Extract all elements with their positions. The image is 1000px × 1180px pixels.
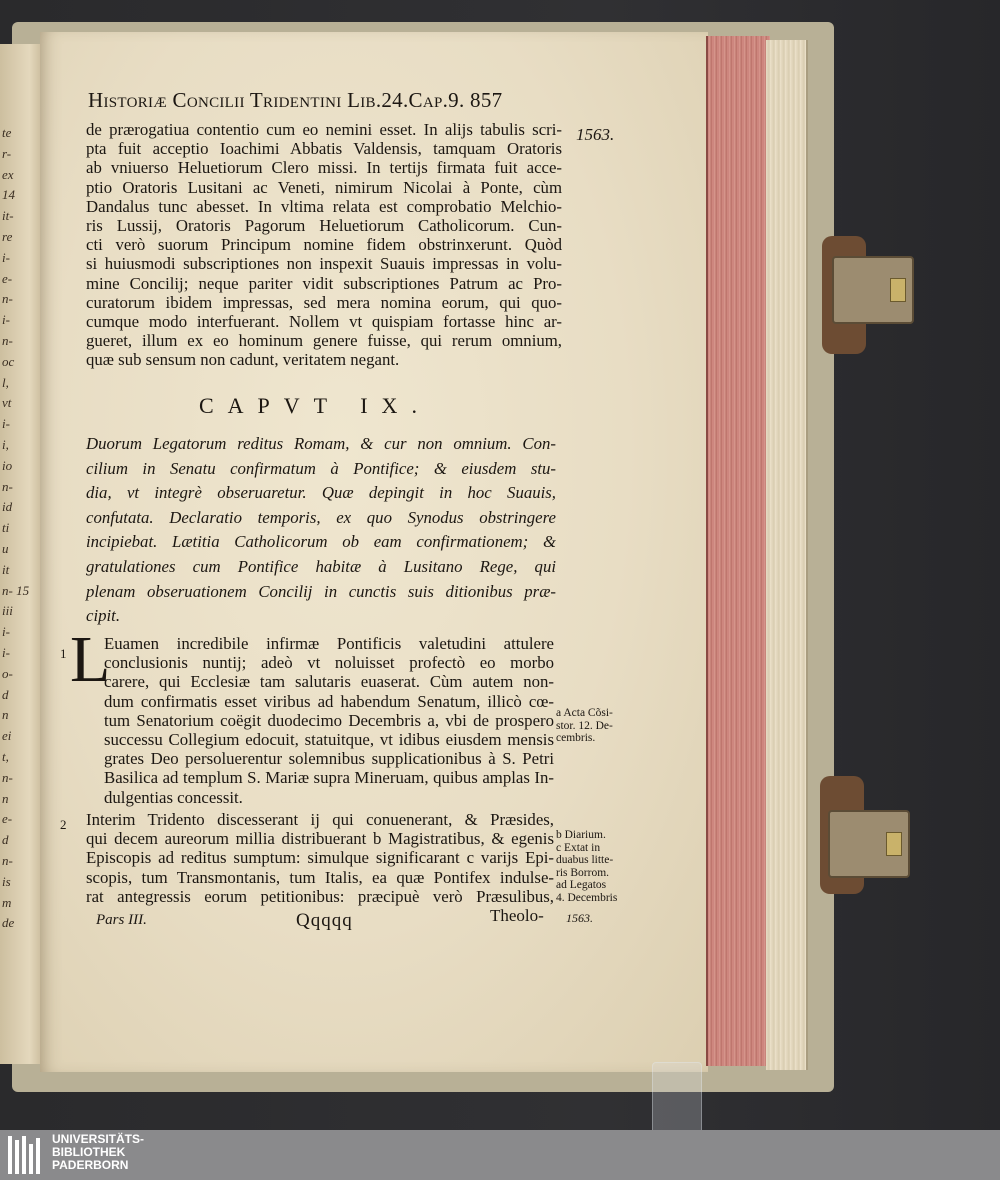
clasp-top <box>832 256 914 324</box>
text-line: ab vniuerso Heluetiorum Clero missi. In tertijs firmata fuit acce- <box>86 158 562 178</box>
note-line: 4. Decembris <box>556 891 618 904</box>
page-edges-red <box>706 36 770 1066</box>
note-line: stor. 12. De- <box>556 719 613 732</box>
text-line: Dandalus tunc abesset. In vltima relata est comprobatio Melchio- <box>86 196 562 216</box>
left-page-text-fragment: oc <box>2 353 15 369</box>
left-page-text-fragment: it <box>2 561 10 577</box>
left-page-fragment <box>0 44 43 1064</box>
library-name-line: PADERBORN <box>52 1158 129 1172</box>
left-page-text-fragment: n <box>2 790 9 806</box>
note-line: ris Borrom. <box>556 866 610 879</box>
text-line: dum confirmatis esset viribus ad habendum Senatum, illicò cœ- <box>104 691 554 711</box>
paragraph-continuation <box>86 120 562 370</box>
marginal-note-a <box>556 707 613 745</box>
chapter-title: CAPVT IX. <box>199 393 431 418</box>
left-page-text-fragment: l, <box>2 374 9 390</box>
left-page-text-fragment: io <box>2 457 13 473</box>
summary-line: Duorum Legatorum reditus Romam, & cur non omnium. Con- <box>86 434 556 453</box>
text-line: tum Senatorium coëgit duodecimo Decembris a, vbi de prospero <box>104 710 554 730</box>
summary-line: cipit. <box>86 606 121 626</box>
text-line: dulgentias concessit. <box>104 787 243 807</box>
note-line: cembris. <box>556 732 596 744</box>
left-page-text-fragment: e- <box>2 270 13 286</box>
paragraph-number: 1 <box>60 646 67 661</box>
text-line: gueret, illum ex eo hominum genere fuisse, qui rerum omnium, <box>86 331 562 351</box>
left-page-text-fragment: d <box>2 832 9 848</box>
summary-line: plenam obseruationem Concilij in cunctis suis ditionibus præ- <box>86 581 556 601</box>
text-line: pta fuit acceptio Ioachimi Abbatis Valdensis, tamquam Oratoris <box>86 139 562 159</box>
text-line: de prærogatiua contentio cum eo nemini esset. In alijs tabulis scri- <box>86 120 562 139</box>
text-line: mine Concilij; neque pariter vidit subscriptiones Patrum ac Pro- <box>86 273 562 293</box>
marginal-note-b <box>556 829 617 904</box>
library-name-line: BIBLIOTHEK <box>52 1145 126 1159</box>
left-page-text-fragment: de <box>2 915 15 931</box>
left-page-text-fragment: e- <box>2 811 13 827</box>
left-page-text-fragment: re <box>2 229 13 244</box>
text-line: si huiusmodi subscriptiones non inspexit Suauis impressas in volu- <box>86 254 562 274</box>
running-head: Historiæ Concilii Tridentini Lib.24.Cap.9. 857 <box>88 88 503 112</box>
text-line: carere, qui Ecclesiæ tam salutaris euaserat. Cùm autem non- <box>104 672 554 692</box>
signature-mark: Qqqqq <box>296 910 353 931</box>
left-page-text-fragment: n- <box>2 291 13 307</box>
text-line: Basilica ad templum S. Mariæ supra Mineruam, quibus amplas In- <box>104 768 554 788</box>
left-page-text-fragment: vt <box>2 395 12 411</box>
text-line: Episcopis ad reditus sumptum: simulque significarant c varijs Epi- <box>86 848 554 868</box>
left-page-text-fragment: d <box>2 686 9 702</box>
left-page-text-fragment: o- <box>2 665 13 681</box>
footer-part: Pars III. <box>96 912 147 928</box>
text-line: rat antegressis eorum petitionibus: præcipuè verò Præsulibus, <box>86 886 554 906</box>
left-page-text-fragment: id <box>2 499 13 515</box>
summary-line: incipiebat. Lætitia Catholicorum ob eam confirmationem; & <box>86 532 556 552</box>
left-page-text-fragment: n- <box>2 853 13 868</box>
left-page-text-fragment: t, <box>2 749 9 764</box>
note-line: ad Legatos <box>556 879 607 891</box>
library-banner <box>0 1130 1000 1180</box>
text-line: Interim Tridento discesserant ij qui conuenerant, & Præsides, <box>86 810 554 829</box>
left-page-text-fragment: r- <box>2 145 12 161</box>
clasp-knob-icon <box>890 278 906 302</box>
left-page-text-fragment: ei <box>2 728 12 744</box>
summary-line: cilium in Senatu confirmatum à Pontifice; & eiusdem stu- <box>86 458 556 478</box>
left-page-text-fragment: n <box>2 707 9 723</box>
text-line: Euamen incredibile infirmæ Pontificis valetudini attulere <box>104 634 554 653</box>
summary-line: dia, vt integrè obseruaretur. Quæ depingit in hoc Suauis, <box>86 483 556 503</box>
library-name <box>52 1133 144 1172</box>
catchword: Theolo- <box>490 906 544 925</box>
text-line: scopis, tum Transmontanis, tum Italis, ea quæ Pontifex indulse- <box>86 867 554 887</box>
left-page-text-fragment: i- <box>2 312 10 328</box>
paragraph-2 <box>86 810 554 906</box>
left-page-text-fragment: i, <box>2 437 9 452</box>
chapter-summary <box>86 432 556 629</box>
text-line: curatorum ibidem impressas, sed mera nomina eorum, qui quo- <box>86 292 562 312</box>
text-line: grates Deo persoluerentur solemnibus supplicationibus à S. Petri <box>104 749 554 769</box>
left-page-text-fragment: n- <box>2 478 13 494</box>
text-line: quæ sub sensum non cadunt, veritatem negant. <box>86 350 400 370</box>
text-line: successu Collegium edocuit, statuitque, vt idibus eiusdem mensis <box>104 730 554 750</box>
left-page-text-fragment: i- <box>2 416 10 432</box>
marginal-year: 1563. <box>566 911 593 925</box>
page-edges-outer <box>766 40 808 1070</box>
left-page-text-fragment: u <box>2 541 9 556</box>
library-name-line: UNIVERSITÄTS- <box>52 1132 145 1146</box>
note-line: c Extat in <box>556 841 601 854</box>
clasp-bottom <box>828 810 910 878</box>
text-line: qui decem aureorum millia distribuerant b Magistratibus, & egenis <box>86 829 554 849</box>
left-page-text-fragment: n- <box>2 333 13 348</box>
left-page-text-fragment: n- <box>2 769 13 785</box>
left-page-text-fragment: te <box>2 125 12 140</box>
summary-line: gratulationes cum Pontifice habitæ à Lusitano Rege, qui <box>86 556 556 576</box>
paragraph-number: 2 <box>60 817 67 832</box>
text-line: conclusionis nuntij; adeò vt noluisset profectò eo morbo <box>104 653 554 673</box>
left-page-text-fragment: ti <box>2 520 10 536</box>
left-page-text-fragment: i- <box>2 249 10 265</box>
summary-line: confutata. Declaratio temporis, ex quo Synodus obstringere <box>86 507 556 527</box>
left-page-text-fragment: i- <box>2 624 10 640</box>
book-stand <box>652 1062 702 1134</box>
text-line: cumque modo interfuerant. Nollem vt quispiam fortasse hinc ar- <box>86 312 562 332</box>
note-line: duabus litte- <box>556 854 614 866</box>
margin-year: 1563. <box>576 125 615 144</box>
library-logo-icon <box>6 1134 46 1176</box>
left-page-text-fragment: 14 <box>2 187 15 203</box>
text-line: ptio Oratoris Lusitani ac Veneti, nimirum Nicolai à Ponte, cùm <box>86 177 562 197</box>
text-line: cti verò suorum Principum nomine fidem obstrinxerunt. Quòd <box>86 235 562 255</box>
clasp-knob-icon <box>886 832 902 856</box>
text-line: ris Lussij, Oratoris Pagorum Heluetiorum Catholicorum. Cun- <box>86 216 562 236</box>
left-page-text-fragment: i- <box>2 645 10 660</box>
note-line: b Diarium. <box>556 829 606 841</box>
left-page-text-fragment: iii <box>2 603 13 619</box>
paragraph-1 <box>104 634 554 807</box>
left-page-text-fragment: n- 15 <box>2 582 30 598</box>
note-line: a Acta Cõsi- <box>556 707 613 719</box>
drop-capital: L <box>70 623 111 696</box>
left-page-text-fragment: it- <box>2 208 14 224</box>
left-page-text-fragment: m <box>2 894 12 910</box>
left-page-text-fragment: is <box>2 873 11 889</box>
left-page-text-fragment: ex <box>2 166 14 182</box>
